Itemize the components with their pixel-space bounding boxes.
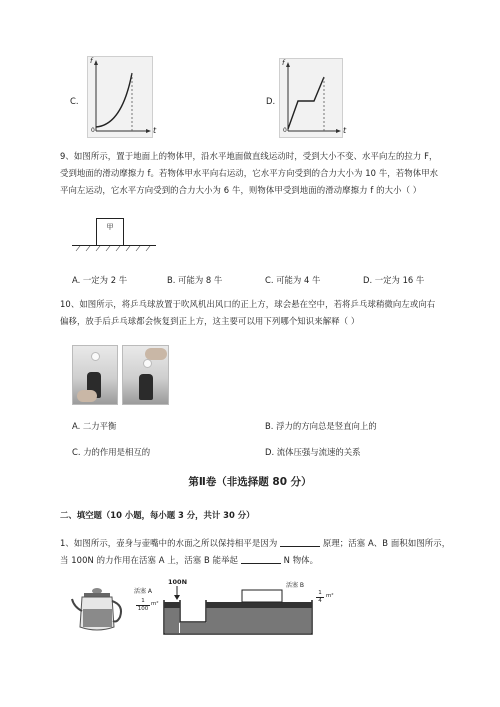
q10-line-1: 10、如图所示，将乒乓球放置于吹风机出风口的正上方，球会悬在空中，若将乒乓球稍微向左或向右	[60, 299, 436, 309]
q9-figure	[72, 214, 162, 254]
graph-c-x-label: t	[153, 126, 157, 135]
choice-letter: C.	[265, 275, 274, 285]
fill1-text-2b: N 物体。	[283, 555, 319, 565]
q10-photo-left	[72, 345, 118, 405]
q9-line-3: 平向左运动，它水平方向受到的合力大小为 6 牛，则物体甲受到地面的滑动摩擦力 f 的大小（ ）	[60, 185, 422, 195]
choice-letter: D.	[265, 447, 275, 457]
area-a-den: 100	[137, 606, 149, 612]
choice-letter: B.	[167, 275, 176, 285]
graph-c-y-label: f	[90, 57, 93, 65]
area-a-unit: m²	[151, 601, 159, 607]
q10-choice-d[interactable]	[265, 446, 361, 458]
choice-text: 一定为 16 牛	[374, 275, 425, 285]
choice-text: 一定为 2 牛	[82, 275, 128, 285]
hand-shape	[77, 390, 97, 402]
block-jia-label: 甲	[106, 223, 114, 231]
q9-choice-b[interactable]	[167, 274, 222, 286]
q8-option-d-letter: D.	[266, 96, 276, 106]
block-jia	[96, 218, 124, 246]
fill1-line-2	[60, 552, 480, 569]
graph-d-x-label: t	[343, 126, 347, 135]
choice-letter: B.	[265, 421, 274, 431]
q10-choice-c[interactable]	[72, 446, 150, 458]
area-b-den: 4	[318, 598, 322, 604]
hydraulic-press-figure	[134, 578, 344, 638]
u-tube-container	[134, 578, 344, 638]
q10-choice-b[interactable]	[265, 420, 377, 432]
q10-photo-right	[122, 345, 169, 405]
choice-letter: C.	[72, 447, 81, 457]
q9-question	[60, 148, 480, 199]
choice-text: 二力平衡	[82, 421, 117, 431]
q8-option-d-graph	[279, 58, 343, 138]
force-label: 100N	[168, 578, 188, 586]
ground-hatch	[72, 246, 156, 252]
friction-time-graph-d	[280, 59, 342, 137]
area-b-fraction	[316, 590, 324, 605]
q9-choice-c[interactable]	[265, 274, 320, 286]
q10-line-2: 偏移，放手后乒乓球都会恢复到正上方，这主要可以用下列哪个知识来解释（ ）	[60, 316, 360, 326]
graph-d-origin: 0	[283, 127, 287, 134]
choice-text: 力的作用是相互的	[83, 447, 151, 457]
q10-choices	[72, 420, 492, 460]
fill1-text-2a: 当 100N 的力作用在活塞 A 上，活塞 B 能举起	[60, 555, 239, 565]
choice-text: 浮力的方向总是竖直向上的	[276, 421, 377, 431]
teapot-icon	[70, 585, 126, 635]
fill1-blank-2[interactable]	[241, 554, 281, 564]
choice-text: 可能为 8 牛	[178, 275, 223, 285]
fill1-question	[60, 535, 480, 569]
ping-pong-ball	[91, 352, 100, 361]
piston-a-label: 活塞 A	[134, 588, 153, 595]
ping-pong-ball	[143, 359, 152, 368]
area-b-unit: m²	[326, 593, 334, 599]
choice-letter: A.	[72, 275, 81, 285]
part2-title: 第Ⅱ卷（非选择题 80 分）	[188, 476, 312, 488]
graph-d-y-label: f	[282, 59, 285, 67]
area-a-num: 1	[136, 598, 150, 606]
teapot-figure	[70, 585, 126, 635]
q8-option-c-letter: C.	[70, 96, 79, 106]
q9-line-1: 9、如图所示，置于地面上的物体甲，沿水平地面做直线运动时，受到大小不变、水平向左的拉力 F，	[60, 151, 438, 161]
q9-choice-d[interactable]	[363, 274, 424, 286]
q10-choice-a[interactable]	[72, 420, 116, 432]
choice-text: 流体压强与流速的关系	[276, 447, 361, 457]
section-fill-blank-title: 二、填空题（10 小题，每小题 3 分，共计 30 分）	[60, 510, 255, 520]
choice-text: 可能为 4 牛	[276, 275, 321, 285]
graph-c-origin: 0	[91, 127, 95, 134]
fill1-blank-1[interactable]	[280, 537, 320, 547]
q9-line-2: 受到地面的滑动摩擦力 f。若物体甲水平向右运动，它水平方向受到的合力大小为 10 牛，若物体甲水	[60, 168, 439, 178]
q9-choice-a[interactable]	[72, 274, 127, 286]
q8-option-c-graph	[87, 56, 153, 138]
hair-dryer-nozzle	[139, 374, 153, 400]
area-b-num: 1	[316, 590, 324, 598]
choice-letter: D.	[363, 275, 373, 285]
piston-b-label: 活塞 B	[286, 582, 305, 589]
friction-time-graph-c	[88, 57, 152, 137]
q9-choices	[72, 274, 492, 288]
fill1-line-1	[60, 535, 480, 552]
fill1-text-1a: 1、如图所示，壶身与壶嘴中的水面之所以保持相平是因为	[60, 538, 278, 548]
choice-letter: A.	[72, 421, 81, 431]
fill1-text-1b: 原理；活塞 A、B 面积如图所示，	[322, 538, 451, 548]
q10-question	[60, 296, 480, 330]
